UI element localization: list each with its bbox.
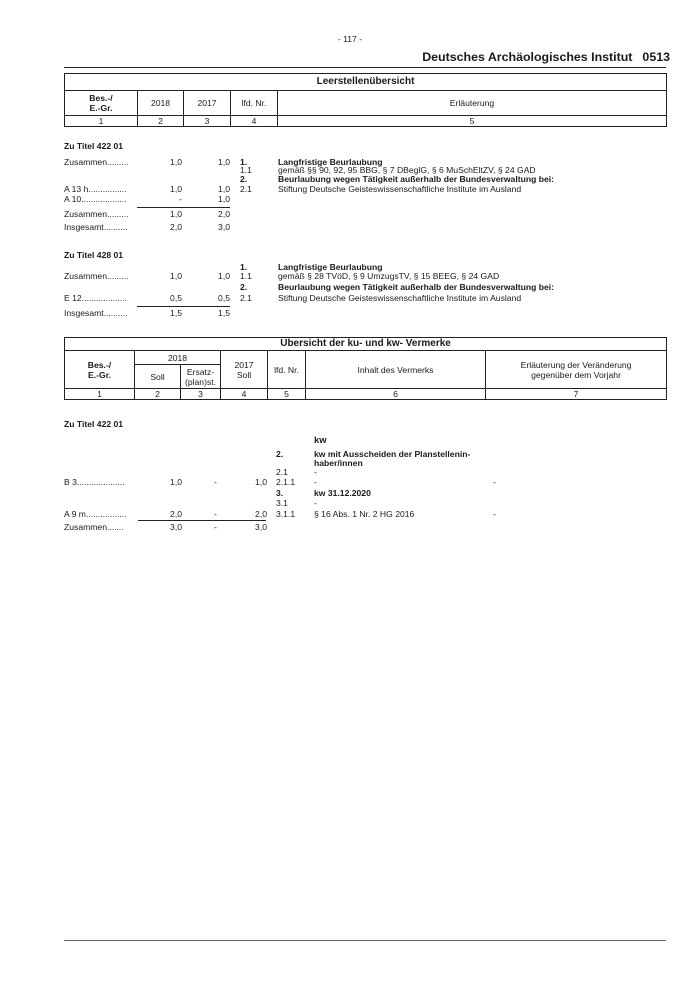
row-label: A 9 m................. <box>64 509 127 519</box>
row-number: 1.1 <box>240 165 252 175</box>
row-label: Zusammen......... <box>64 271 129 281</box>
row-text: gemäß § 28 TVöD, § 9 UmzugsTV, § 15 BEEG, § 24 GAD <box>278 271 500 281</box>
value-ersatz: - <box>214 509 217 519</box>
row-number: 1. <box>240 262 248 272</box>
row-text: gemäß §§ 90, 92, 95 BBG, § 7 DBeglG, § 6 MuSchEltZV, § 24 GAD <box>278 165 536 175</box>
list-item <box>0 522 700 533</box>
header-lfd-nr: lfd. Nr. <box>268 351 306 389</box>
footer-rule <box>64 940 666 941</box>
value-2017: 1,5 <box>218 308 230 318</box>
value-2018: 1,0 <box>170 209 182 219</box>
header-soll: Soll <box>135 365 181 389</box>
value-2018: 1,0 <box>170 184 182 194</box>
colnum: 2 <box>138 116 184 127</box>
row-label: Zusammen......... <box>64 209 129 219</box>
colnum: 6 <box>306 389 486 400</box>
row-label: Zusammen....... <box>64 522 124 532</box>
value-ersatz: - <box>214 477 217 487</box>
colnum: 3 <box>181 389 221 400</box>
row-number: 1. <box>240 157 248 167</box>
value-2017: 2,0 <box>218 209 230 219</box>
row-erlaeuterung: - <box>493 477 496 487</box>
kw-heading: kw <box>314 434 327 445</box>
header-2017: 2017 <box>184 91 231 116</box>
value-2018: 1,5 <box>170 308 182 318</box>
value-2017: 0,5 <box>218 293 230 303</box>
colnum: 3 <box>184 116 231 127</box>
row-number: 2.1 <box>240 184 252 194</box>
header-erlaeuterung: Erläuterung der Veränderung gegenüber dem Vorjahr <box>486 351 667 389</box>
row-text: § 16 Abs. 1 Nr. 2 HG 2016 <box>314 509 415 519</box>
row-label: A 10................... <box>64 194 127 204</box>
table2-title: Übersicht der ku- und kw- Vermerke <box>65 338 667 351</box>
value-2017: 1,0 <box>218 194 230 204</box>
header-2017-soll: 2017 Soll <box>221 351 268 389</box>
row-text: Stiftung Deutsche Geisteswissenschaftliche Institute im Ausland <box>278 293 522 303</box>
value-ersatz: - <box>214 522 217 532</box>
header-2018: 2018 <box>138 91 184 116</box>
row-label: Insgesamt.......... <box>64 222 128 232</box>
list-item <box>0 293 700 304</box>
value-2018: 1,0 <box>170 157 182 167</box>
row-number: 2.1 <box>240 293 252 303</box>
list-item <box>0 509 700 520</box>
row-text: Beurlaubung wegen Tätigkeit außerhalb der Bundesverwaltung bei: <box>278 174 554 184</box>
row-number: 3.1.1 <box>276 509 296 519</box>
value-soll-2018: 3,0 <box>170 522 182 532</box>
row-text: Beurlaubung wegen Tätigkeit außerhalb der Bundesverwaltung bei: <box>278 282 554 292</box>
value-soll-2017: 3,0 <box>255 522 267 532</box>
row-label: E 12................... <box>64 293 128 303</box>
row-text: - <box>314 467 317 477</box>
value-2018: 0,5 <box>170 293 182 303</box>
header-bes-gr: Bes.-/ E.-Gr. <box>65 351 135 389</box>
row-number: 3.1 <box>276 498 288 508</box>
colnum: 2 <box>135 389 181 400</box>
row-text: kw 31.12.2020 <box>314 488 371 498</box>
row-label: Zusammen......... <box>64 157 129 167</box>
list-item <box>0 194 700 205</box>
sum-underline <box>137 306 230 307</box>
row-number: 2. <box>240 282 248 292</box>
sum-underline <box>137 207 230 208</box>
value-2018: - <box>179 194 182 204</box>
row-number: 2. <box>240 174 248 184</box>
colnum: 5 <box>268 389 306 400</box>
header-2018: 2018 <box>135 351 221 365</box>
header-bes-gr: Bes.-/ E.-Gr. <box>65 91 138 116</box>
value-2018: 1,0 <box>170 271 182 281</box>
header-lfd-nr: lfd. Nr. <box>231 91 278 116</box>
header-erlaeuterung: Erläuterung <box>278 91 667 116</box>
page-number: - 117 - <box>337 34 363 44</box>
list-item <box>0 282 700 293</box>
row-number: 1.1 <box>240 271 252 281</box>
colnum: 1 <box>65 116 138 127</box>
value-2018: 2,0 <box>170 222 182 232</box>
row-label: B 3.................... <box>64 477 125 487</box>
colnum: 7 <box>486 389 667 400</box>
section-heading: Zu Titel 428 01 <box>64 250 124 260</box>
section-heading: Zu Titel 422 01 <box>64 141 124 151</box>
page-header <box>422 50 670 64</box>
row-text: Langfristige Beurlaubung <box>278 262 383 272</box>
table1-title: Leerstellenübersicht <box>65 74 667 91</box>
row-number: 2.1.1 <box>276 477 296 487</box>
value-2017: 3,0 <box>218 222 230 232</box>
list-item <box>0 222 700 233</box>
kw-group-number: 2. <box>276 449 284 459</box>
row-number: 2.1 <box>276 467 288 477</box>
header-inhalt: Inhalt des Vermerks <box>306 351 486 389</box>
value-soll-2018: 2,0 <box>170 509 182 519</box>
row-text: - <box>314 498 317 508</box>
colnum: 1 <box>65 389 135 400</box>
colnum: 4 <box>231 116 278 127</box>
colnum: 4 <box>221 389 268 400</box>
value-soll-2017: 2,0 <box>255 509 267 519</box>
row-text: Stiftung Deutsche Geisteswissenschaftliche Institute im Ausland <box>278 184 522 194</box>
row-erlaeuterung: - <box>493 509 496 519</box>
row-text: Langfristige Beurlaubung <box>278 157 383 167</box>
chapter-code: 0513 <box>642 50 670 64</box>
leerstellen-table-header <box>64 73 667 127</box>
sum-underline <box>138 520 266 521</box>
list-item <box>0 308 700 319</box>
colnum: 5 <box>278 116 667 127</box>
kw-group-text: kw mit Ausscheiden der Planstellenin- <box>314 449 471 459</box>
section-heading: Zu Titel 422 01 <box>64 419 124 429</box>
list-item <box>0 271 700 282</box>
value-2017: 1,0 <box>218 157 230 167</box>
kw-group-text-cont: haber/innen <box>314 458 363 468</box>
value-soll-2018: 1,0 <box>170 477 182 487</box>
institute-title: Deutsches Archäologisches Institut <box>422 50 633 64</box>
vermerke-table-header <box>64 337 667 400</box>
value-2017: 1,0 <box>218 184 230 194</box>
row-number: 3. <box>276 488 284 498</box>
row-text: - <box>314 477 317 487</box>
value-2017: 1,0 <box>218 271 230 281</box>
row-label: Insgesamt.......... <box>64 308 128 318</box>
value-soll-2017: 1,0 <box>255 477 267 487</box>
header-rule <box>64 67 666 68</box>
list-item <box>0 209 700 220</box>
header-ersatz: Ersatz- (plan)st. <box>181 365 221 389</box>
list-item <box>0 477 700 488</box>
row-label: A 13 h................ <box>64 184 127 194</box>
list-item <box>0 498 700 509</box>
